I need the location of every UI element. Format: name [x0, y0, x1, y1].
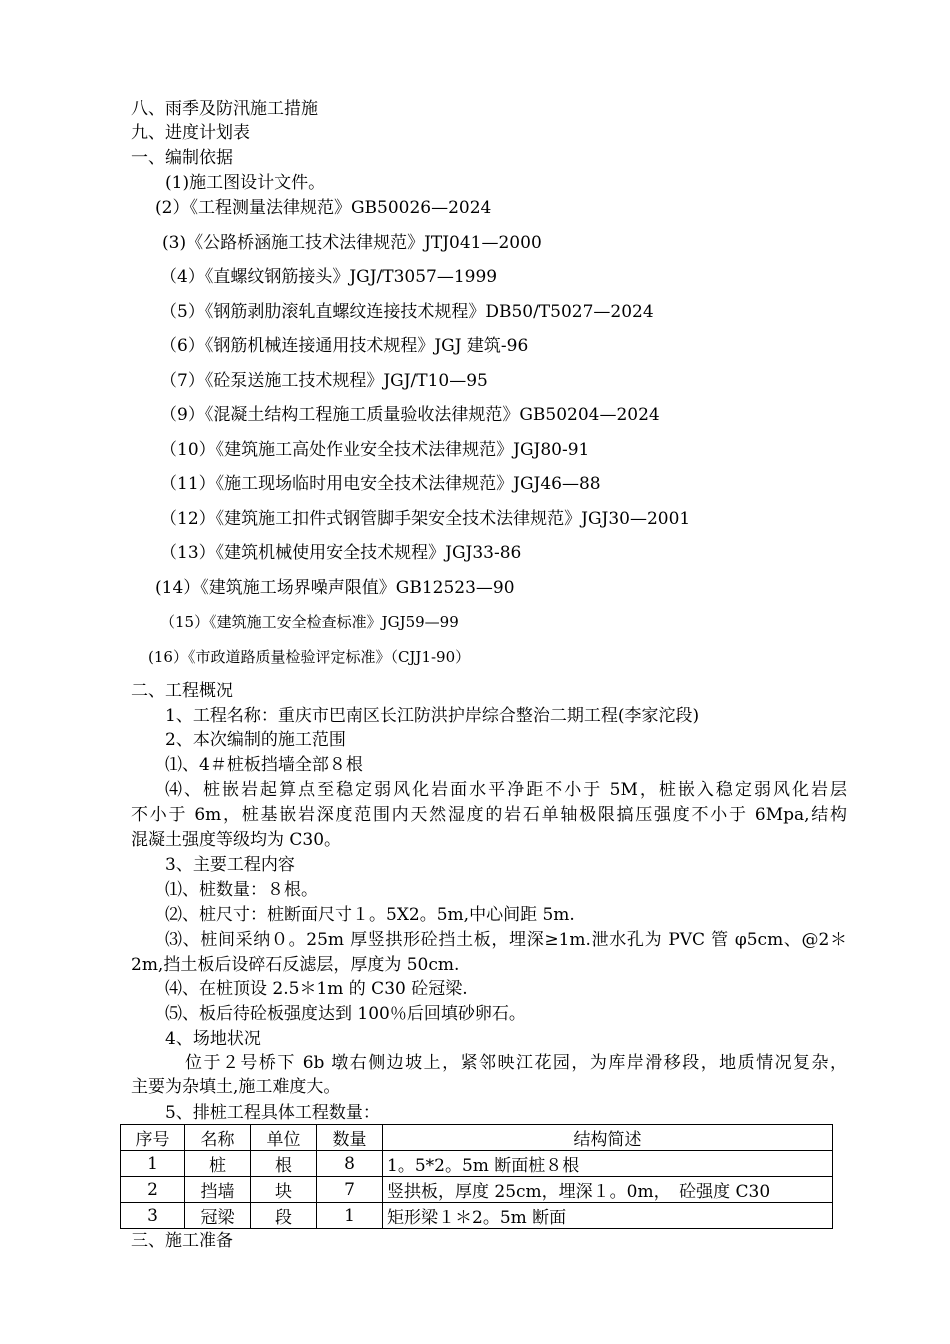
table-cell: 段	[251, 1203, 317, 1229]
table-row	[121, 1177, 833, 1203]
quantity-table	[120, 1124, 833, 1229]
subsection-title: 2、本次编制的施工范围	[165, 730, 346, 750]
reference-item: （11）《施工现场临时用电安全技术法律规范》JGJ46—88	[160, 474, 601, 494]
reference-item: （7）《砼泵送施工技术规程》JGJ/T10—95	[160, 371, 488, 391]
table-header-cell: 序号	[121, 1125, 185, 1151]
table-cell: 桩	[185, 1151, 251, 1177]
paragraph-line: 主要为杂填土,施工难度大。	[131, 1077, 341, 1097]
reference-item: （6）《钢筋机械连接通用技术规程》JGJ 建筑-96	[160, 336, 529, 356]
toc-line: 八、雨季及防汛施工措施	[131, 99, 318, 119]
paragraph-line: 2m,挡土板后设碎石反滤层，厚度为 50cm.	[131, 955, 460, 975]
subsection-title: 3、主要工程内容	[165, 855, 295, 875]
section-heading: 三、施工准备	[131, 1231, 233, 1251]
subsection-title: 4、场地状况	[165, 1029, 261, 1049]
table-row	[121, 1203, 833, 1229]
table-cell: 1	[317, 1203, 383, 1229]
paragraph-line: ⑶、桩间采纳０。25m 厚竖拱形砼挡土板，埋深≥1m.泄水孔为 PVC 管 φ5cm、@2＊	[165, 930, 847, 950]
reference-item: （10）《建筑施工高处作业安全技术法律规范》JGJ80-91	[160, 440, 590, 460]
table-cell: 竖拱板，厚度 25cm，埋深１。0m， 砼强度 C30	[383, 1177, 833, 1203]
table-cell: 块	[251, 1177, 317, 1203]
reference-item: (2）《工程测量法律规范》GB50026—2024	[155, 198, 492, 218]
toc-line: 九、进度计划表	[131, 123, 250, 143]
paragraph-line: 不小于 6m，桩基嵌岩深度范围内天然湿度的岩石单轴极限搞压强度不小于 6Mpa,结构	[131, 805, 847, 825]
table-cell: 矩形梁１＊2。5m 断面	[383, 1203, 833, 1229]
paragraph-line: 位于２号桥下 6b 墩右侧边坡上，紧邻映江花园，为库岸滑移段，地质情况复杂，	[185, 1053, 847, 1073]
section-heading: 二、工程概况	[131, 681, 233, 701]
subsection-title: 5、排桩工程具体工程数量：	[165, 1103, 380, 1123]
table-row	[121, 1151, 833, 1177]
table-cell: 冠梁	[185, 1203, 251, 1229]
table-cell: 7	[317, 1177, 383, 1203]
paragraph-line: ⑷、桩嵌岩起算点至稳定弱风化岩面水平净距不小于 5M，桩嵌入稳定弱风化岩层	[165, 780, 847, 800]
table-cell: 根	[251, 1151, 317, 1177]
table-cell: 2	[121, 1177, 185, 1203]
reference-item: (1)施工图设计文件。	[165, 173, 326, 193]
table-cell: 1。5*2。5m 断面桩８根	[383, 1151, 833, 1177]
reference-item: (14）《建筑施工场界噪声限值》GB12523—90	[155, 578, 515, 598]
paragraph-line: 混凝土强度等级均为 C30。	[131, 830, 342, 850]
section-heading: 一、编制依据	[131, 148, 233, 168]
reference-item: (3)《公路桥涵施工技术法律规范》JTJ041—2000	[162, 233, 542, 253]
reference-item: （9）《混凝土结构工程施工质量验收法律规范》GB50204—2024	[160, 405, 660, 425]
reference-item: （12）《建筑施工扣件式钢管脚手架安全技术法律规范》JGJ30—2001	[160, 509, 691, 529]
table-cell: 3	[121, 1203, 185, 1229]
reference-item: (16）《市政道路质量检验评定标准》（CJJ1-90）	[148, 648, 471, 666]
table-header-row	[121, 1125, 833, 1151]
reference-item: （4）《直螺纹钢筋接头》JGJ/T3057—1999	[160, 267, 498, 287]
table-header-cell: 数量	[317, 1125, 383, 1151]
content-item: ⑴、桩数量：８根。	[165, 880, 318, 900]
content-item: ⑸、板后待砼板强度达到 100％后回填砂卵石。	[165, 1004, 526, 1024]
table-header-cell: 名称	[185, 1125, 251, 1151]
content-item: ⑵、桩尺寸：桩断面尺寸１。5X2。5m,中心间距 5m.	[165, 905, 575, 925]
table-cell: 挡墙	[185, 1177, 251, 1203]
scope-item: ⑴、4＃桩板挡墙全部８根	[165, 755, 363, 775]
reference-item: （5）《钢筋剥肋滚轧直螺纹连接技术规程》DB50/T5027—2024	[160, 302, 654, 322]
reference-item: （13）《建筑机械使用安全技术规程》JGJ33-86	[160, 543, 522, 563]
content-item: ⑷、在桩顶设 2.5＊1m 的 C30 砼冠梁.	[165, 979, 468, 999]
reference-item: （15）《建筑施工安全检查标准》JGJ59—99	[160, 613, 459, 631]
table-header-cell: 单位	[251, 1125, 317, 1151]
table-cell: 8	[317, 1151, 383, 1177]
project-name: 1、工程名称：重庆市巴南区长江防洪护岸综合整治二期工程(李家沱段)	[165, 706, 700, 726]
table-cell: 1	[121, 1151, 185, 1177]
table-header-cell: 结构简述	[383, 1125, 833, 1151]
